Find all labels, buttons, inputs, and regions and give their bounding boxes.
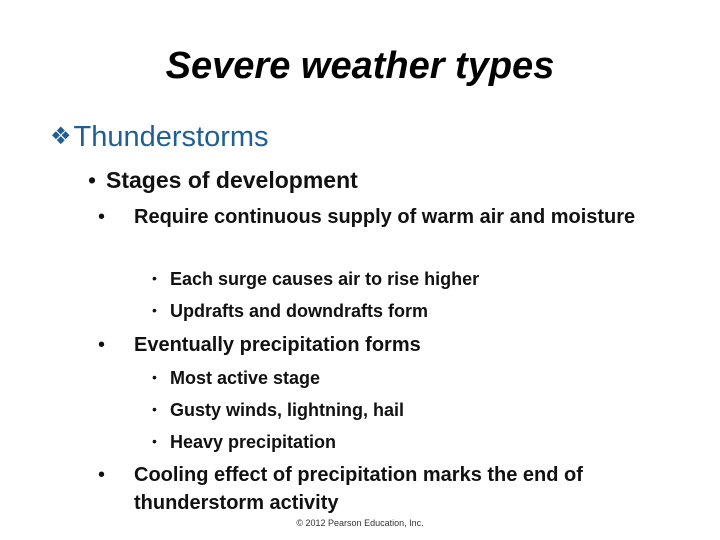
bullet-icon: • — [152, 302, 157, 318]
point-2 — [98, 331, 676, 359]
bullet-icon: • — [98, 334, 106, 356]
diamond-bullet-icon: ❖ — [50, 123, 72, 150]
subheading-label: Stages of development — [106, 167, 358, 193]
point-2-sub-2 — [152, 397, 404, 422]
point-2-sub-1 — [152, 365, 320, 390]
point-1-label: Require continuous supply of warm air and moisture — [134, 206, 636, 228]
sub-label: Updrafts and downdrafts form — [170, 301, 429, 321]
bullet-icon: • — [152, 270, 157, 286]
point-1 — [98, 203, 676, 231]
slide-title: Severe weather types — [165, 45, 555, 87]
point-1-sub-2 — [152, 298, 428, 323]
point-2-label: Eventually precipitation forms — [134, 334, 421, 356]
sub-label: Most active stage — [170, 368, 321, 388]
copyright-footer: © 2012 Pearson Education, Inc. — [296, 518, 424, 528]
point-2-sub-3 — [152, 429, 336, 454]
point-3 — [98, 461, 676, 517]
point-3-label: Cooling effect of precipitation marks the end of thunderstorm activity — [134, 464, 583, 514]
point-1-sub-1 — [152, 266, 479, 291]
heading-thunderstorms — [50, 118, 269, 156]
bullet-icon: • — [152, 401, 157, 417]
subheading-stages — [88, 165, 358, 195]
heading-label: Thunderstorms — [73, 121, 269, 153]
sub-label: Gusty winds, lightning, hail — [170, 400, 404, 420]
bullet-icon: • — [152, 433, 157, 449]
sub-label: Heavy precipitation — [170, 432, 337, 452]
sub-label: Each surge causes air to rise higher — [170, 269, 480, 289]
bullet-icon: • — [98, 464, 106, 486]
bullet-icon: • — [152, 369, 157, 385]
bullet-icon: • — [88, 167, 97, 193]
bullet-icon: • — [98, 206, 106, 228]
